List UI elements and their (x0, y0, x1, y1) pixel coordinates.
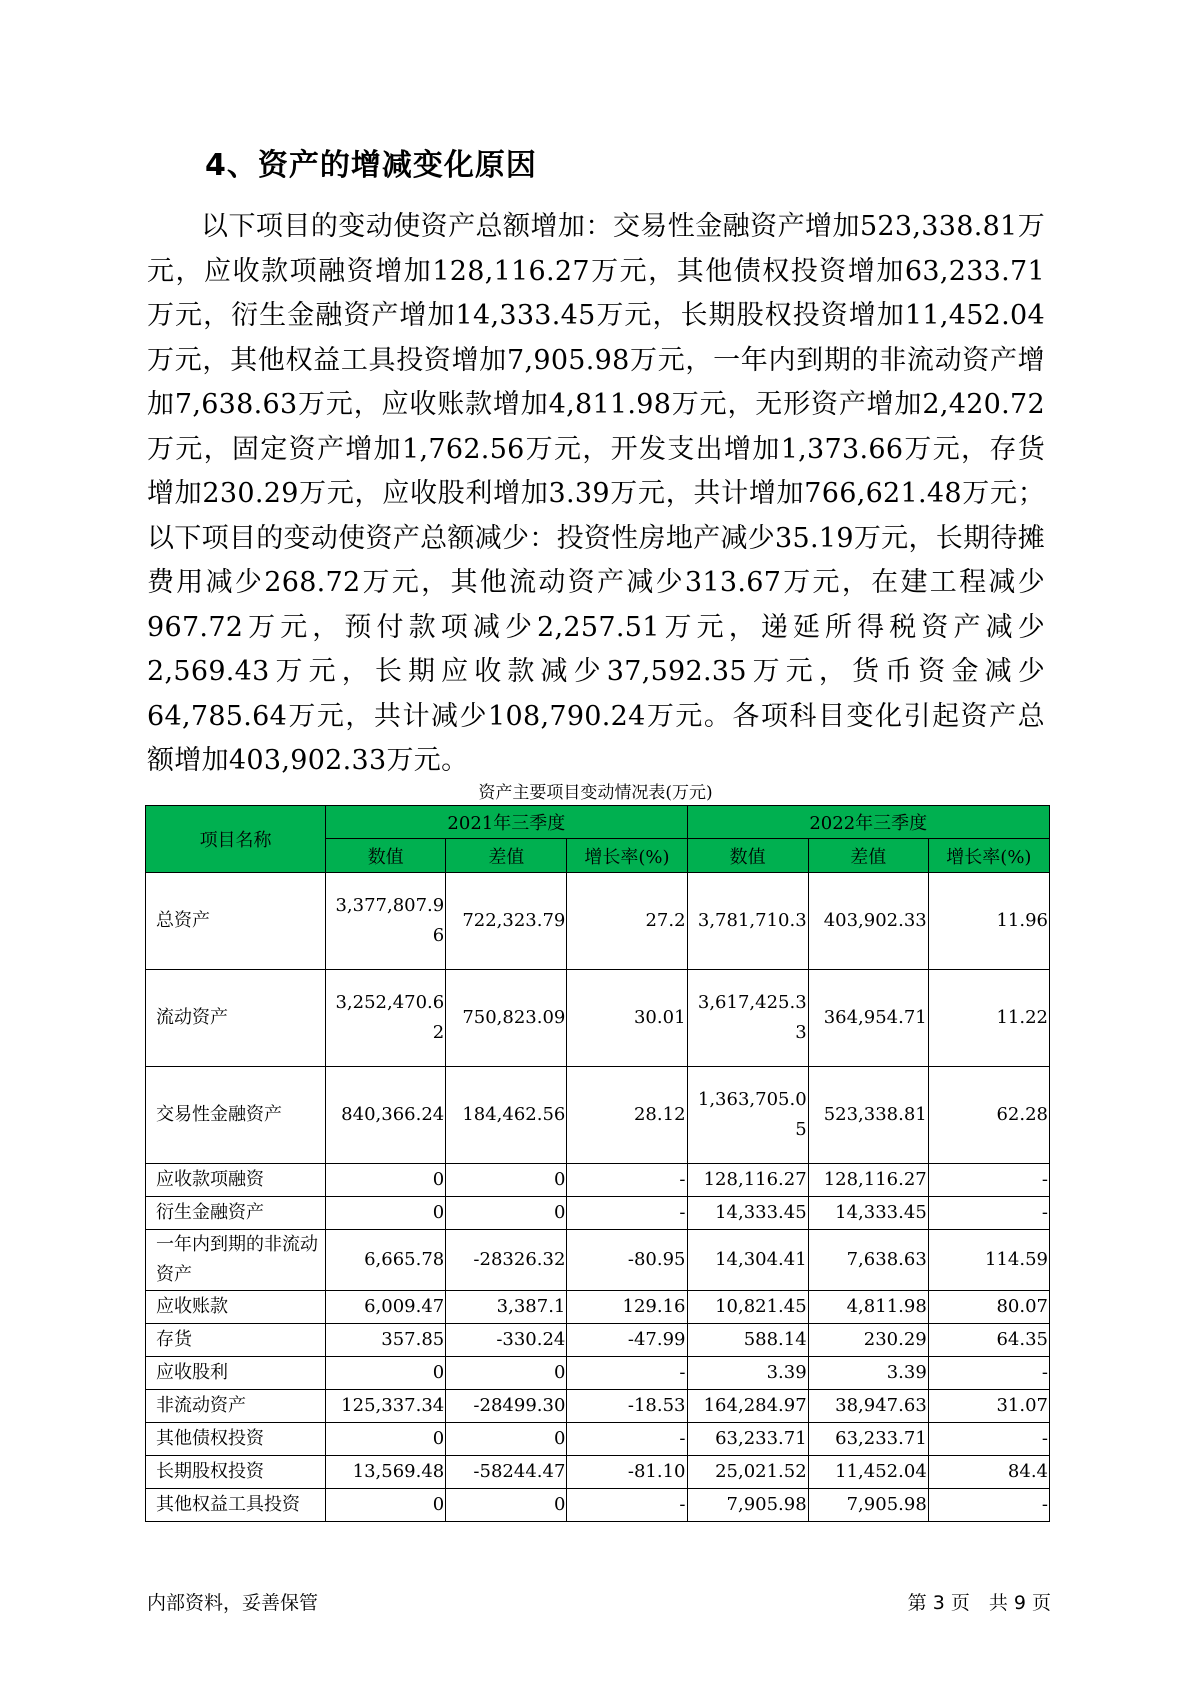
cell-2021-diff: 184,462.56 (446, 1067, 567, 1164)
cell-2021-diff: 0 (446, 1423, 567, 1456)
cell-2022-value: 1,363,705.05 (687, 1067, 808, 1164)
cell-2022-value: 3.39 (687, 1357, 808, 1390)
cell-2021-rate: 30.01 (567, 970, 687, 1067)
cell-2022-diff: 3.39 (808, 1357, 928, 1390)
cell-2021-value: 840,366.24 (326, 1067, 446, 1164)
cell-2022-value: 25,021.52 (687, 1456, 808, 1489)
cell-2021-value: 6,009.47 (326, 1291, 446, 1324)
table-row (146, 970, 1050, 1067)
header-2022-rate: 增长率(%) (928, 839, 1049, 873)
cell-2022-diff: 11,452.04 (808, 1456, 928, 1489)
cell-2022-rate: 11.96 (928, 873, 1049, 970)
table-row (146, 1197, 1050, 1230)
cell-2022-rate: - (928, 1489, 1049, 1522)
table-row (146, 1230, 1050, 1291)
cell-2021-diff: 722,323.79 (446, 873, 567, 970)
cell-2021-diff: 750,823.09 (446, 970, 567, 1067)
cell-2022-rate: - (928, 1357, 1049, 1390)
table-row (146, 1324, 1050, 1357)
header-2021-rate: 增长率(%) (567, 839, 687, 873)
cell-2022-value: 3,617,425.33 (687, 970, 808, 1067)
row-item-name: 交易性金融资产 (146, 1067, 326, 1164)
cell-2022-diff: 7,638.63 (808, 1230, 928, 1291)
cell-2022-diff: 364,954.71 (808, 970, 928, 1067)
table-row (146, 1357, 1050, 1390)
cell-2022-value: 3,781,710.3 (687, 873, 808, 970)
cell-2022-value: 14,333.45 (687, 1197, 808, 1230)
section-paragraph: 以下项目的变动使资产总额增加：交易性金融资产增加523,338.81万元，应收款项融资增加128,116.27万元，其他债权投资增加63,233.71万元，衍生金融资产增加14,333.45万元，长期股权投资增加11,452.04万元，其他权益工具投资增加7,905.98万元，一年内到期的非流动资产增加7,638.63万元，应收账款增加4,811.98万元，无形资产增加2,420.72万元，固定资产增加1,762.56万元，开发支出增加1,373.66万元，存货增加230.29万元，应收股利增加3.39万元，共计增加766,621.48万元；以下项目的变动使资产总额减少：投资性房地产减少35.19万元，长期待摊费用减少268.72万元，其他流动资产减少313.67万元，在建工程减少967.72万元，预付款项减少2,257.51万元，递延所得税资产减少2,569.43万元，长期应收款减少37,592.35万元，货币资金减少64,785.64万元，共计减少108,790.24万元。各项科目变化引起资产总额增加403,902.33万元。 (147, 211, 1045, 776)
cell-2021-diff: 3,387.1 (446, 1291, 567, 1324)
cell-2022-rate: - (928, 1197, 1049, 1230)
header-item-name: 项目名称 (146, 806, 326, 873)
cell-2021-value: 125,337.34 (326, 1390, 446, 1423)
cell-2021-value: 3,252,470.62 (326, 970, 446, 1067)
table-row (146, 1423, 1050, 1456)
table-row (146, 1164, 1050, 1197)
cell-2021-rate: - (567, 1489, 687, 1522)
cell-2022-rate: 11.22 (928, 970, 1049, 1067)
cell-2021-diff: 0 (446, 1197, 567, 1230)
cell-2022-value: 128,116.27 (687, 1164, 808, 1197)
cell-2021-rate: -80.95 (567, 1230, 687, 1291)
cell-2021-diff: 0 (446, 1489, 567, 1522)
row-item-name: 其他债权投资 (146, 1423, 326, 1456)
row-item-name: 总资产 (146, 873, 326, 970)
cell-2022-diff: 14,333.45 (808, 1197, 928, 1230)
cell-2021-rate: - (567, 1357, 687, 1390)
cell-2021-rate: - (567, 1197, 687, 1230)
cell-2022-value: 7,905.98 (687, 1489, 808, 1522)
cell-2021-value: 3,377,807.96 (326, 873, 446, 970)
cell-2022-rate: 84.4 (928, 1456, 1049, 1489)
table-row (146, 1489, 1050, 1522)
cell-2022-rate: - (928, 1164, 1049, 1197)
header-2021-diff: 差值 (446, 839, 567, 873)
cell-2022-diff: 7,905.98 (808, 1489, 928, 1522)
row-item-name: 非流动资产 (146, 1390, 326, 1423)
footer-confidential-note: 内部资料，妥善保管 (147, 1592, 319, 1614)
cell-2021-value: 0 (326, 1197, 446, 1230)
cell-2021-rate: -81.10 (567, 1456, 687, 1489)
cell-2022-diff: 38,947.63 (808, 1390, 928, 1423)
cell-2021-rate: 129.16 (567, 1291, 687, 1324)
table-row (146, 1291, 1050, 1324)
table-caption: 资产主要项目变动情况表(万元) (478, 783, 713, 803)
cell-2021-rate: - (567, 1423, 687, 1456)
row-item-name: 长期股权投资 (146, 1456, 326, 1489)
cell-2022-rate: 114.59 (928, 1230, 1049, 1291)
table-row (146, 873, 1050, 970)
cell-2021-diff: -330.24 (446, 1324, 567, 1357)
cell-2021-rate: 28.12 (567, 1067, 687, 1164)
cell-2021-rate: 27.2 (567, 873, 687, 970)
header-2021-value: 数值 (326, 839, 446, 873)
cell-2021-value: 0 (326, 1164, 446, 1197)
cell-2022-diff: 403,902.33 (808, 873, 928, 970)
cell-2021-diff: -28326.32 (446, 1230, 567, 1291)
row-item-name: 应收股利 (146, 1357, 326, 1390)
table-row (146, 1456, 1050, 1489)
header-2022-diff: 差值 (808, 839, 928, 873)
cell-2021-diff: 0 (446, 1164, 567, 1197)
cell-2022-value: 10,821.45 (687, 1291, 808, 1324)
section-heading: 4、资产的增减变化原因 (205, 148, 537, 183)
cell-2022-rate: 62.28 (928, 1067, 1049, 1164)
row-item-name: 流动资产 (146, 970, 326, 1067)
header-period-2021: 2021年三季度 (326, 806, 687, 839)
cell-2021-value: 0 (326, 1357, 446, 1390)
cell-2022-value: 14,304.41 (687, 1230, 808, 1291)
cell-2022-value: 164,284.97 (687, 1390, 808, 1423)
table-row (146, 1067, 1050, 1164)
cell-2022-diff: 230.29 (808, 1324, 928, 1357)
row-item-name: 应收账款 (146, 1291, 326, 1324)
cell-2021-value: 0 (326, 1423, 446, 1456)
cell-2022-rate: 64.35 (928, 1324, 1049, 1357)
cell-2021-diff: -28499.30 (446, 1390, 567, 1423)
cell-2022-rate: 80.07 (928, 1291, 1049, 1324)
cell-2022-diff: 4,811.98 (808, 1291, 928, 1324)
cell-2022-diff: 63,233.71 (808, 1423, 928, 1456)
row-item-name: 衍生金融资产 (146, 1197, 326, 1230)
row-item-name: 应收款项融资 (146, 1164, 326, 1197)
cell-2022-diff: 128,116.27 (808, 1164, 928, 1197)
cell-2022-rate: 31.07 (928, 1390, 1049, 1423)
cell-2022-value: 63,233.71 (687, 1423, 808, 1456)
cell-2022-diff: 523,338.81 (808, 1067, 928, 1164)
cell-2021-value: 0 (326, 1489, 446, 1522)
cell-2022-value: 588.14 (687, 1324, 808, 1357)
table-body (146, 873, 1050, 1522)
cell-2021-diff: -58244.47 (446, 1456, 567, 1489)
cell-2021-diff: 0 (446, 1357, 567, 1390)
cell-2021-rate: -18.53 (567, 1390, 687, 1423)
row-item-name: 其他权益工具投资 (146, 1489, 326, 1522)
header-period-2022: 2022年三季度 (687, 806, 1049, 839)
footer-page-number: 第 3 页 共 9 页 (907, 1592, 1051, 1614)
header-2022-value: 数值 (687, 839, 808, 873)
cell-2021-value: 6,665.78 (326, 1230, 446, 1291)
cell-2022-rate: - (928, 1423, 1049, 1456)
cell-2021-rate: - (567, 1164, 687, 1197)
asset-change-table (145, 805, 1050, 1522)
row-item-name: 存货 (146, 1324, 326, 1357)
cell-2021-rate: -47.99 (567, 1324, 687, 1357)
cell-2021-value: 13,569.48 (326, 1456, 446, 1489)
table-row (146, 1390, 1050, 1423)
cell-2021-value: 357.85 (326, 1324, 446, 1357)
row-item-name: 一年内到期的非流动资产 (146, 1230, 326, 1291)
